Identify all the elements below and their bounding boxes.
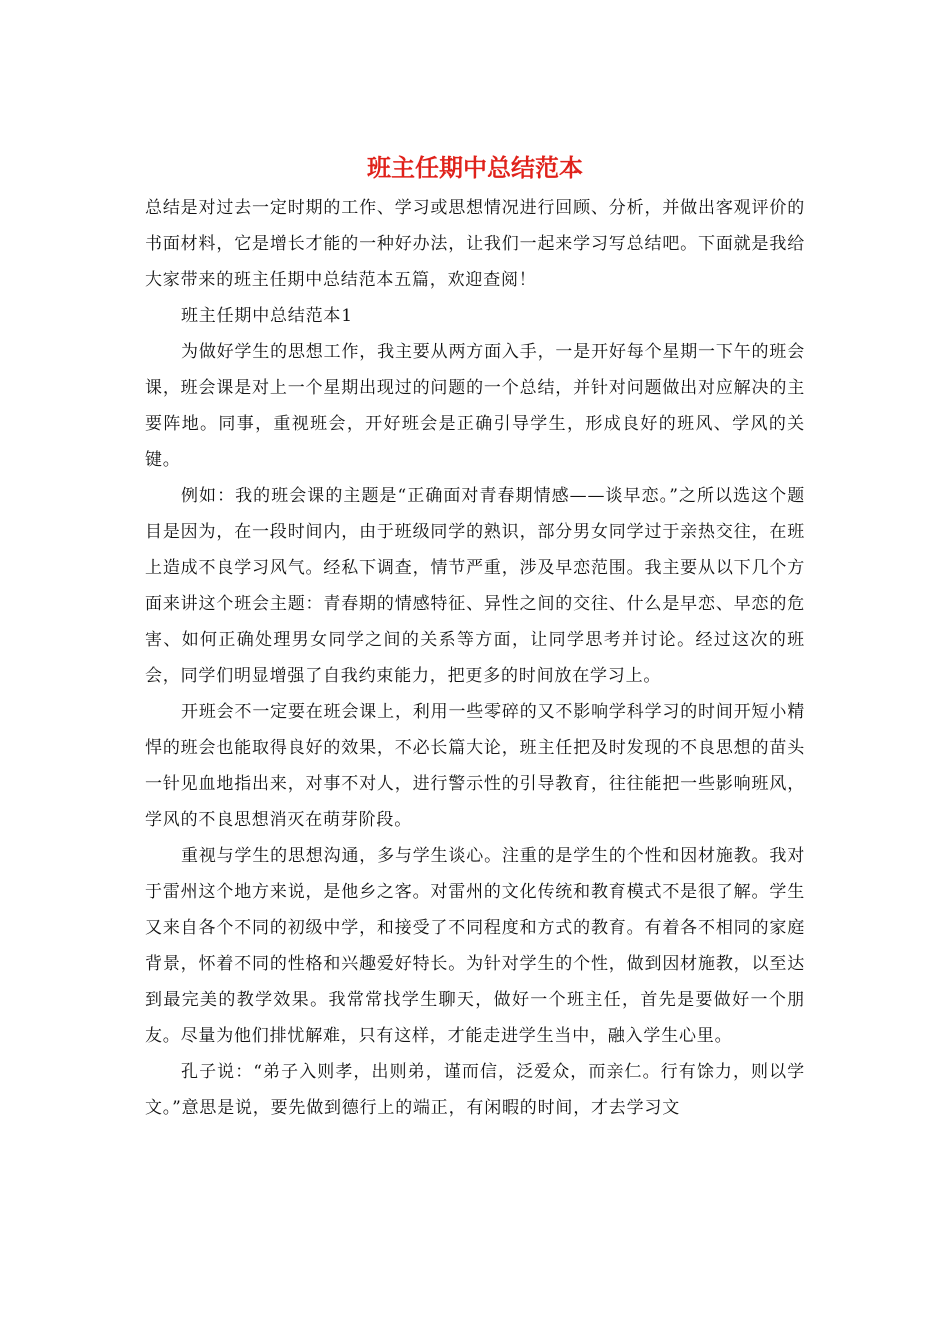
- paragraph: 孔子说：“弟子入则孝，出则弟，谨而信，泛爱众，而亲仁。行有馀力，则以学文。”意思是说，要先做到德行上的端正，有闲暇的时间，才去学习文: [145, 1062, 805, 1118]
- paragraph: 重视与学生的思想沟通，多与学生谈心。注重的是学生的个性和因材施教。我对于雷州这个地方来说，是他乡之客。对雷州的文化传统和教育模式不是很了解。学生又来自各个不同的初级中学，和接受了不同程度和方式的教育。有着各不相同的家庭背景，怀着不同的性格和兴趣爱好特长。为针对学生的个性，做到因材施教，以至达到最完美的教学效果。我常常找学生聊天，做好一个班主任，首先是要做好一个朋友。尽量为他们排忧解难，只有这样，才能走进学生当中，融入学生心里。: [145, 846, 805, 1046]
- document-title: 班主任期中总结范本: [367, 153, 583, 182]
- document-body: [145, 190, 805, 1126]
- paragraph: 为做好学生的思想工作，我主要从两方面入手，一是开好每个星期一下午的班会课，班会课是对上一个星期出现过的问题的一个总结，并针对问题做出对应解决的主要阵地。同事，重视班会，开好班会是正确引导学生，形成良好的班风、学风的关键。: [145, 342, 805, 470]
- paragraph: 开班会不一定要在班会课上，利用一些零碎的又不影响学科学习的时间开短小精悍的班会也能取得良好的效果，不必长篇大论，班主任把及时发现的不良思想的苗头一针见血地指出来，对事不对人，进行警示性的引导教育，往往能把一些影响班风，学风的不良思想消灭在萌芽阶段。: [145, 702, 805, 830]
- paragraph-intro: 总结是对过去一定时期的工作、学习或思想情况进行回顾、分析，并做出客观评价的书面材料，它是增长才能的一种好办法，让我们一起来学习写总结吧。下面就是我给大家带来的班主任期中总结范本五篇，欢迎查阅！: [145, 198, 805, 290]
- paragraph: 例如：我的班会课的主题是“正确面对青春期情感——谈早恋。”之所以选这个题目是因为，在一段时间内，由于班级同学的熟识，部分男女同学过于亲热交往，在班上造成不良学习风气。经私下调查，情节严重，涉及早恋范围。我主要从以下几个方面来讲这个班会主题：青春期的情感特征、异性之间的交往、什么是早恋、早恋的危害、如何正确处理男女同学之间的关系等方面，让同学思考并讨论。经过这次的班会，同学们明显增强了自我约束能力，把更多的时间放在学习上。: [145, 486, 805, 686]
- section-heading-1: 班主任期中总结范本1: [181, 306, 353, 326]
